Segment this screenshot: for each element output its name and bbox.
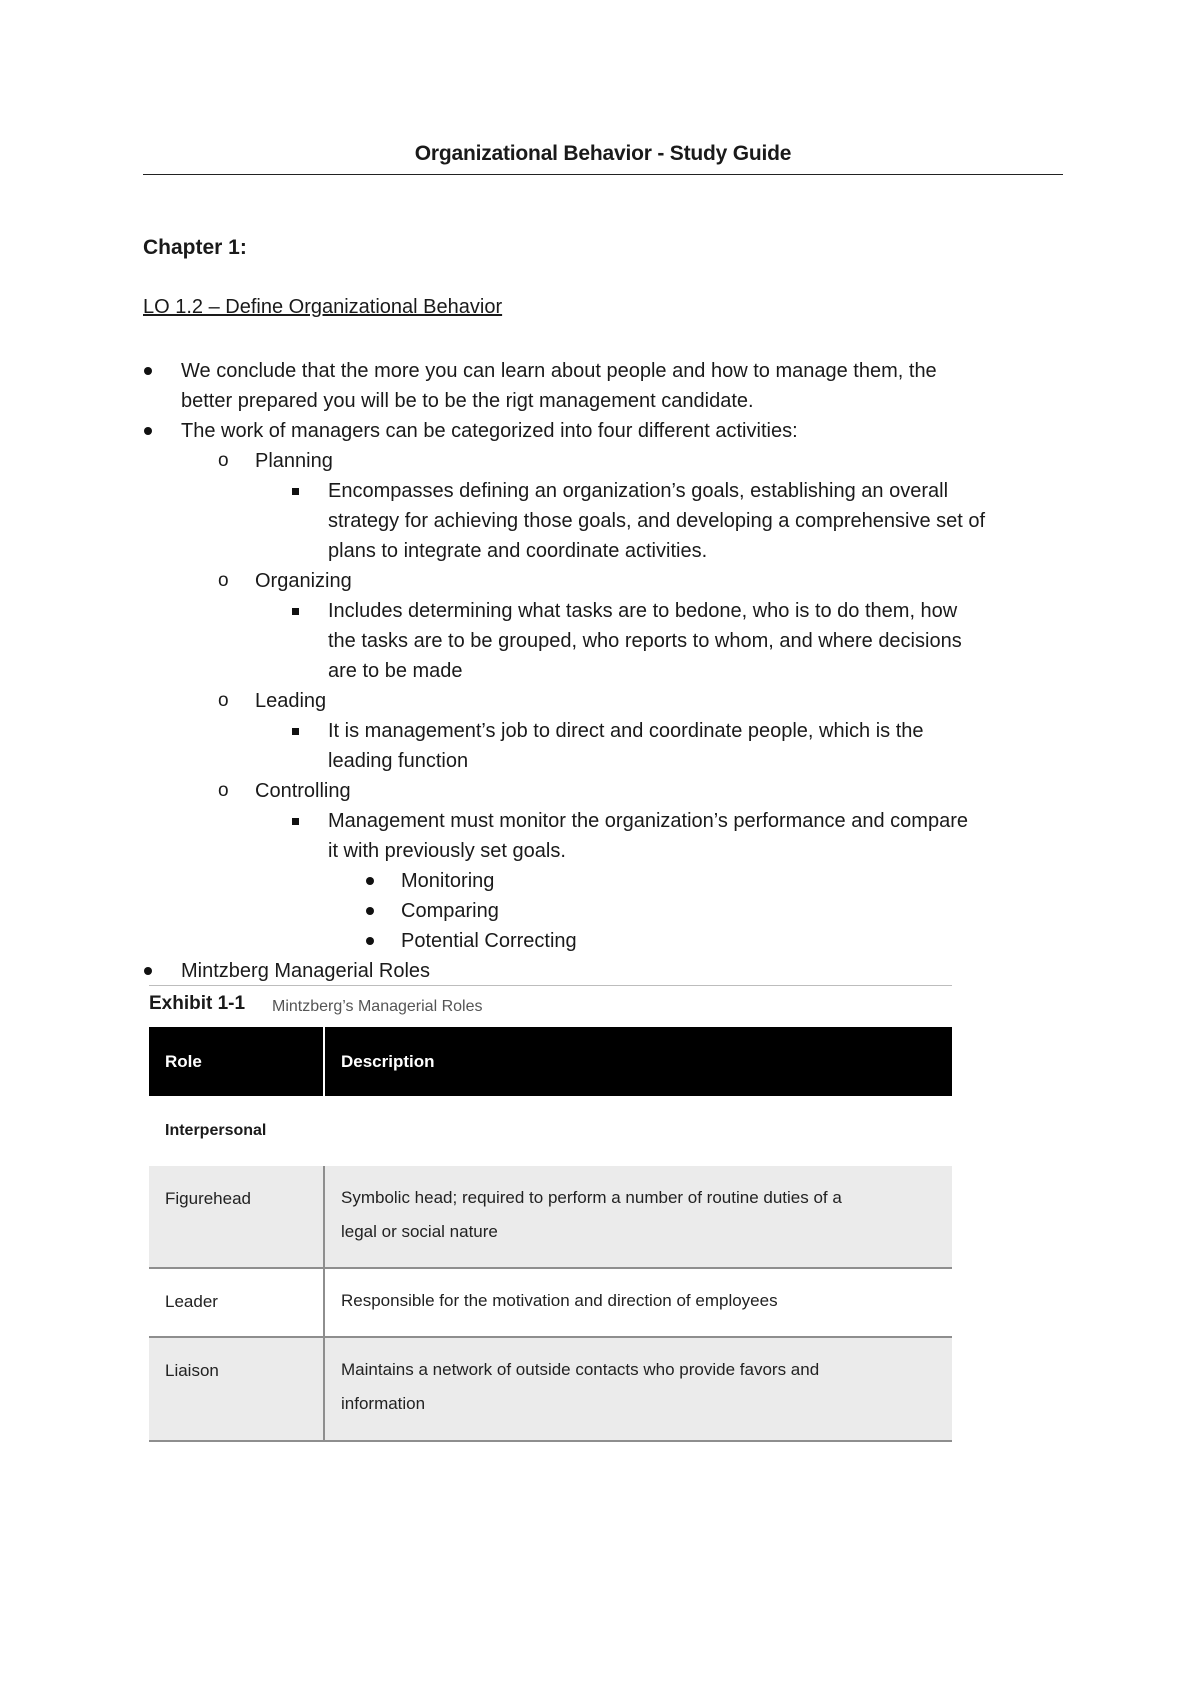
controlling-desc: Management must monitor the organization’s performance and compare <box>328 810 968 832</box>
bullet-text-line: Mintzberg Managerial Roles <box>181 960 431 982</box>
circle-bullet: o <box>218 780 229 801</box>
header-role: Role <box>165 1052 202 1071</box>
column-separator <box>323 1166 325 1267</box>
bullet-dot <box>144 967 152 975</box>
circle-bullet: o <box>218 570 229 591</box>
bullet-text-line: better prepared you will be to be the rigt management candidate. <box>181 390 754 412</box>
role-cell: Liaison <box>165 1361 219 1380</box>
leading-desc: leading function <box>328 750 469 772</box>
lo-heading: LO 1.2 – Define Organizational Behavior <box>143 296 503 318</box>
roles-table <box>149 1027 952 1442</box>
bullet-dot <box>366 907 374 915</box>
header-separator <box>323 1027 325 1096</box>
square-bullet <box>292 728 299 735</box>
title-rule <box>143 174 1063 175</box>
circle-bullet: o <box>218 450 229 471</box>
table-row <box>149 1166 952 1269</box>
description-line: information <box>341 1394 426 1413</box>
controlling-sub-item: Comparing <box>401 900 499 922</box>
planning-desc: plans to integrate and coordinate activities. <box>328 540 708 562</box>
planning-desc: strategy for achieving those goals, and developing a comprehensive set of <box>328 510 986 532</box>
activity-planning: Planning <box>255 450 333 472</box>
controlling-desc: it with previously set goals. <box>328 840 566 862</box>
bullet-text-line: The work of managers can be categorized into four different activities: <box>181 420 798 442</box>
chapter-heading: Chapter 1: <box>143 236 247 259</box>
column-separator <box>323 1269 325 1336</box>
planning-desc: Encompasses defining an organization’s goals, establishing an overall <box>328 480 949 502</box>
square-bullet <box>292 818 299 825</box>
bullet-dot <box>366 877 374 885</box>
table-header <box>149 1027 952 1096</box>
table-row <box>149 1269 952 1338</box>
controlling-sub-item: Monitoring <box>401 870 495 892</box>
table-row <box>149 1338 952 1442</box>
bullet-dot <box>144 427 152 435</box>
description-cell <box>341 1353 921 1421</box>
header-description: Description <box>341 1052 435 1071</box>
bullet-dot <box>366 937 374 945</box>
activity-controlling: Controlling <box>255 780 351 802</box>
organizing-desc: Includes determining what tasks are to bedone, who is to do them, how <box>328 600 958 622</box>
exhibit-caption: Mintzberg’s Managerial Roles <box>272 998 483 1015</box>
page-title: Organizational Behavior - Study Guide <box>414 142 792 165</box>
description-line: Responsible for the motivation and direction of employees <box>341 1291 778 1310</box>
leading-desc: It is management’s job to direct and coordinate people, which is the <box>328 720 924 742</box>
square-bullet <box>292 608 299 615</box>
description-line: legal or social nature <box>341 1222 498 1241</box>
section-row <box>149 1096 952 1166</box>
activity-organizing: Organizing <box>255 570 352 592</box>
description-line: Maintains a network of outside contacts who provide favors and <box>341 1360 820 1379</box>
organizing-desc: the tasks are to be grouped, who reports to whom, and where decisions <box>328 630 962 652</box>
organizing-desc: are to be made <box>328 660 463 682</box>
description-line: Symbolic head; required to perform a number of routine duties of a <box>341 1188 842 1207</box>
square-bullet <box>292 488 299 495</box>
circle-bullet: o <box>218 690 229 711</box>
description-cell <box>341 1284 921 1318</box>
exhibit-label: Exhibit 1-1 <box>149 993 246 1014</box>
description-cell <box>341 1181 921 1249</box>
role-cell: Leader <box>165 1292 218 1311</box>
column-separator <box>323 1338 325 1440</box>
exhibit-rule <box>149 985 952 986</box>
bullet-text-line: We conclude that the more you can learn about people and how to manage them, the <box>181 360 937 382</box>
activity-leading: Leading <box>255 690 327 712</box>
role-cell: Figurehead <box>165 1189 252 1208</box>
section-label: Interpersonal <box>165 1122 267 1139</box>
controlling-sub-item: Potential Correcting <box>401 930 577 952</box>
bullet-dot <box>144 367 152 375</box>
